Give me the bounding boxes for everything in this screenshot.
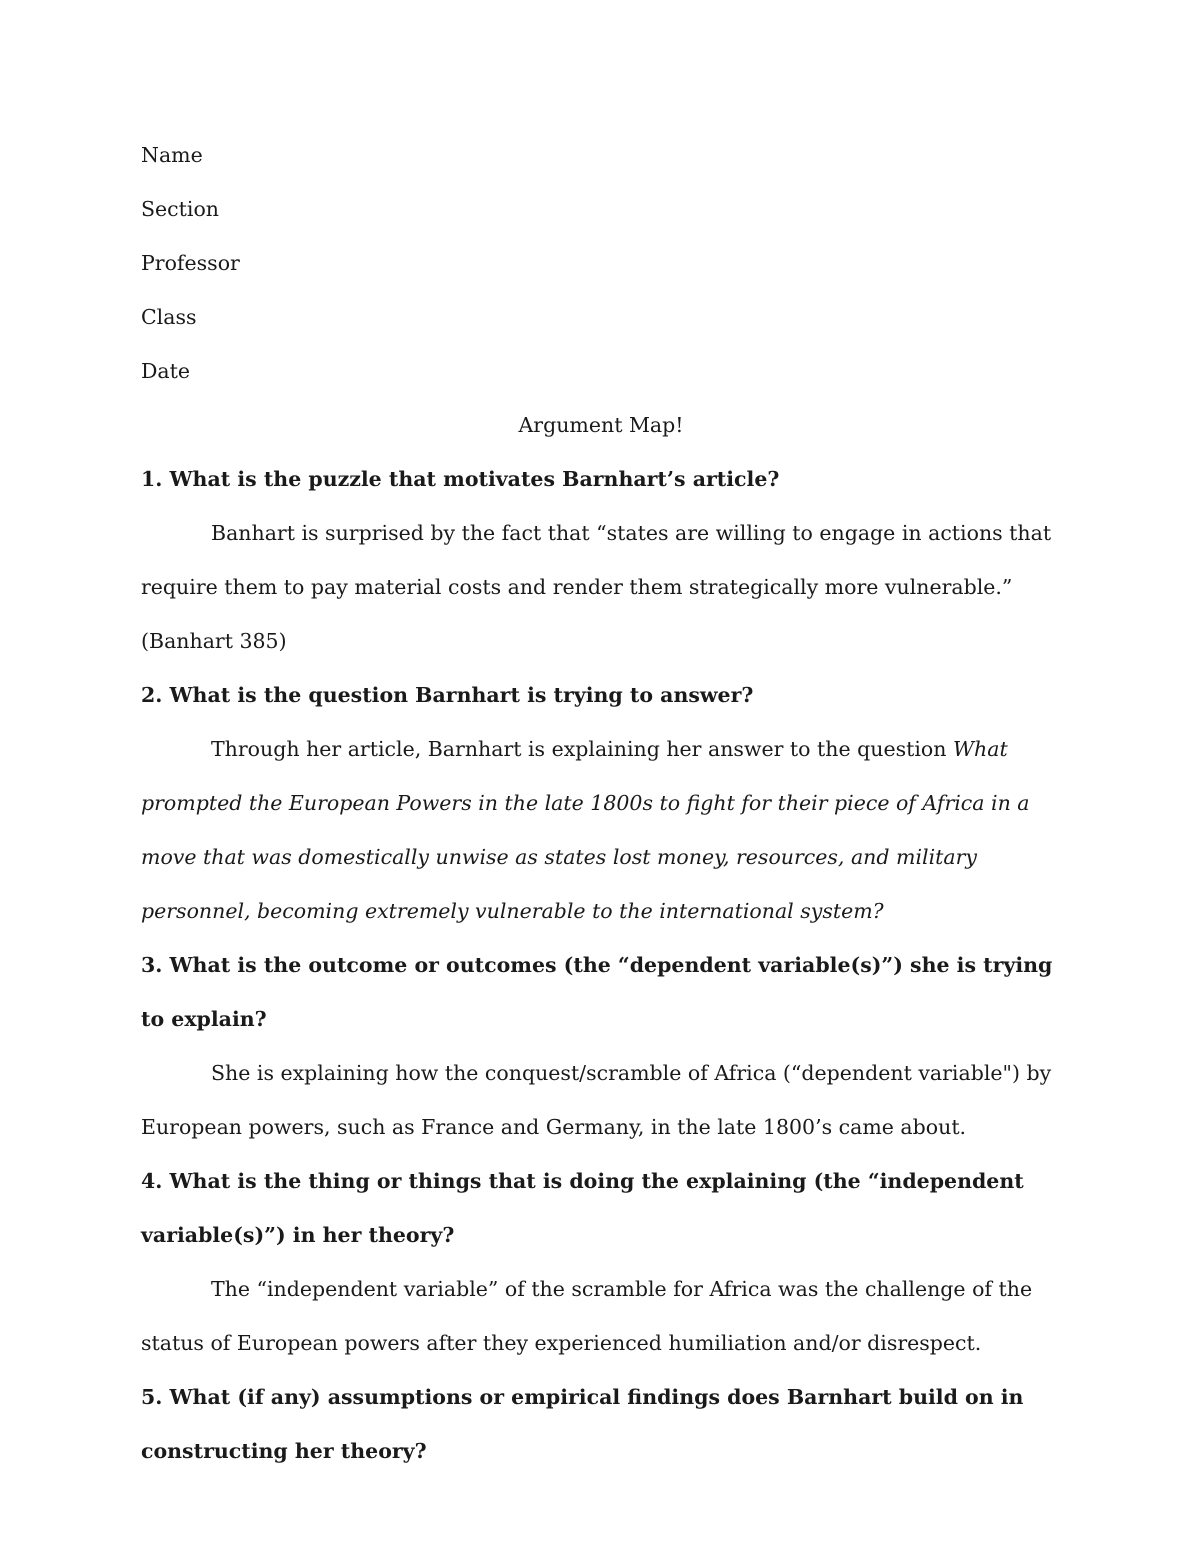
question-2: 2. What is the question Barnhart is trying to answer? (141, 683, 754, 707)
answer-2-italic-question: What prompted the European Powers in the late 1800s to fight for their piece of Africa in a move that was domestically unwise as states lost money, resources, and military personnel, becoming extremely vulnerable to the international system? (141, 737, 1030, 923)
answer-3-text: She is explaining how the conquest/scramble of Africa (“dependent variable") by European powers, such as France and Germany, in the late 1800’s came about. (141, 1061, 1052, 1139)
document-title: Argument Map! (518, 413, 684, 437)
header-section: Section (141, 197, 219, 221)
answer-1 (141, 506, 1061, 668)
question-3: 3. What is the outcome or outcomes (the “dependent variable(s)”) she is trying to explain? (141, 953, 1053, 1031)
question-4: 4. What is the thing or things that is doing the explaining (the “independent variable(s)”) in her theory? (141, 1169, 1024, 1247)
header-name: Name (141, 143, 203, 167)
question-5: 5. What (if any) assumptions or empirical findings does Barnhart build on in constructing her theory? (141, 1385, 1024, 1463)
answer-4-text: The “independent variable” of the scramble for Africa was the challenge of the status of European powers after they experienced humiliation and/or disrespect. (141, 1277, 1033, 1355)
answer-4 (141, 1262, 1061, 1370)
header-class: Class (141, 305, 197, 329)
header-professor: Professor (141, 251, 240, 275)
answer-3 (141, 1046, 1061, 1154)
document-body (141, 128, 1061, 1478)
answer-1-text: Banhart is surprised by the fact that “states are willing to engage in actions that require them to pay material costs and render them strategically more vulnerable.” (Banhart 385) (141, 521, 1052, 653)
header-date: Date (141, 359, 191, 383)
answer-2-text: Through her article, Barnhart is explaining her answer to the question (211, 737, 953, 761)
answer-2 (141, 722, 1061, 938)
question-1: 1. What is the puzzle that motivates Barnhart’s article? (141, 467, 780, 491)
